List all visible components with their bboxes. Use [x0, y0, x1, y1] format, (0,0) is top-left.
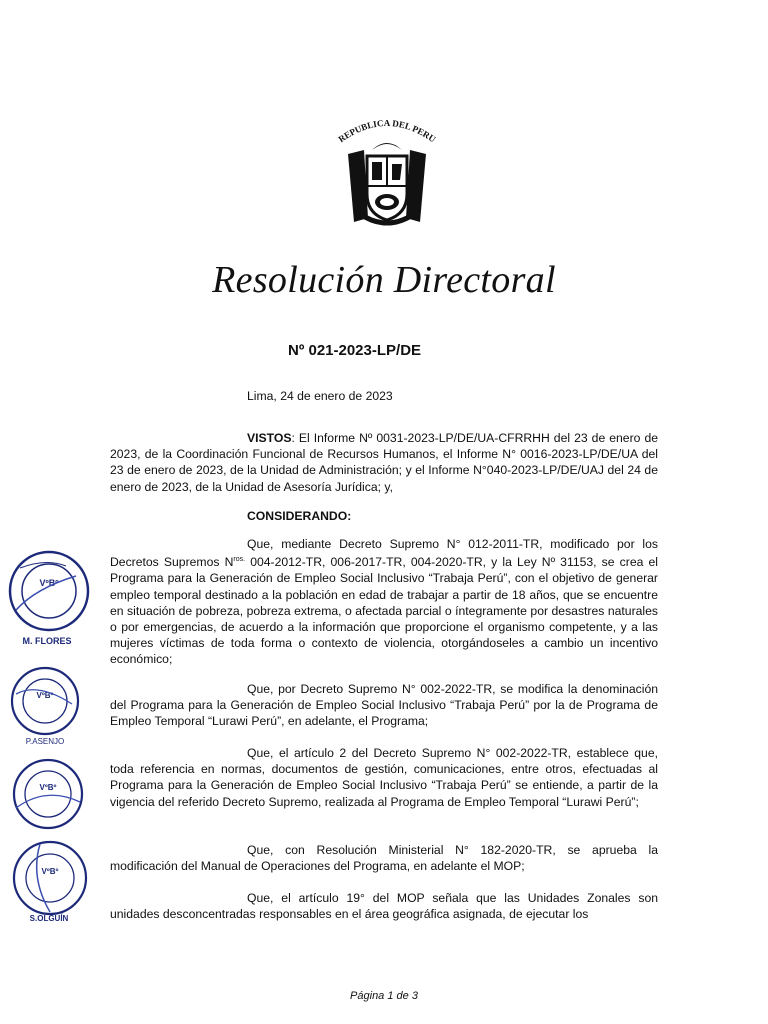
- svg-text:VºBº: VºBº: [36, 691, 54, 700]
- approval-stamp-3: [10, 756, 86, 832]
- considerando-heading: CONSIDERANDO:: [247, 509, 352, 523]
- page-title: Resolución Directoral: [212, 259, 556, 301]
- approval-stamp-1: [6, 548, 92, 634]
- paragraph-3: Que, el artículo 2 del Decreto Supremo N° 002-2022-TR, establece que, toda referencia en normas, documentos de gestión, comunicaciones, entre otros, efectuadas al Programa para la Generación de Empleo Social Inclusivo “Trabaja Perú” se entiende, a partir de la vigencia del referido Decreto Supremo, realizada al Programa de Empleo Temporal “Lurawi Perú”;: [110, 746, 658, 809]
- vistos-text: : El Informe Nº 0031-2023-LP/DE/UA-CFRRHH del 23 de enero de 2023, de la Coordinación Funcional de Recursos Humanos, el Informe N° 0016-2023-LP/DE/UA del 23 de enero de 2023, de la Unidad de Administración; y el Informe N°040-2023-LP/DE/UAJ del 24 de enero de 2023, de la Unidad de Asesoría Jurídica; y,: [110, 431, 658, 494]
- paragraph-4: Que, con Resolución Ministerial N° 182-2020-TR, se aprueba la modificación del Manual de Operaciones del Programa, en adelante el MOP;: [110, 843, 658, 874]
- page-footer: Página 1 de 3: [350, 990, 418, 1002]
- paragraph-2: Que, por Decreto Supremo N° 002-2022-TR, se modifica la denominación del Programa para la Generación de Empleo Social Inclusivo “Trabaja Perú” por la de Programa de Empleo Temporal “Lurawi Perú”, en adelante, el Programa;: [110, 682, 658, 729]
- resolution-number: Nº 021-2023-LP/DE: [288, 342, 422, 359]
- svg-text:VºBº: VºBº: [41, 867, 59, 876]
- vistos-paragraph: [110, 430, 658, 495]
- approval-stamp-2: [8, 664, 82, 738]
- svg-text:VºBº: VºBº: [39, 578, 59, 588]
- crest-text: REPUBLICA DEL PERU: [336, 117, 438, 145]
- date-line: Lima, 24 de enero de 2023: [247, 389, 393, 403]
- paragraph-1: Que, mediante Decreto Supremo N° 012-2011-TR, modificado por los Decretos Supremos $N^{ros.}$ 004-2012-TR, 006-2017-TR, 004-2020-TR, y la Ley Nº 31153, se crea el Programa para la Generación de Empleo Social Inclusivo “Trabaja Perú”, con el objetivo de generar empleo temporal destinado a la población en edad de trabajar a partir de 18 años, que se encuentre en situación de pobreza, pobreza extrema, o afectada parcial o íntegramente por desastres naturales o por emergencias, de acuerdo a la información que proporcione el organismo competente, y a las mujeres víctimas de toda forma o contexto de violencia, otorgándoseles a cambio un incentivo económico;: [110, 537, 659, 667]
- stamp-4-name: S.OLGUÍN: [29, 914, 69, 923]
- vistos-label: VISTOS: [247, 431, 292, 445]
- paragraph-5: Que, el artículo 19° del MOP señala que las Unidades Zonales son unidades desconcentradas responsables en el área geográfica asignada, de ejecutar los: [110, 891, 658, 922]
- stamp-1-name: M. FLORES: [22, 636, 72, 646]
- stamp-2-name: P.ASENJO: [25, 737, 65, 746]
- svg-text:VºBº: VºBº: [39, 783, 57, 792]
- approval-stamp-4: [10, 838, 90, 918]
- peru-coat-of-arms-icon: [334, 114, 440, 228]
